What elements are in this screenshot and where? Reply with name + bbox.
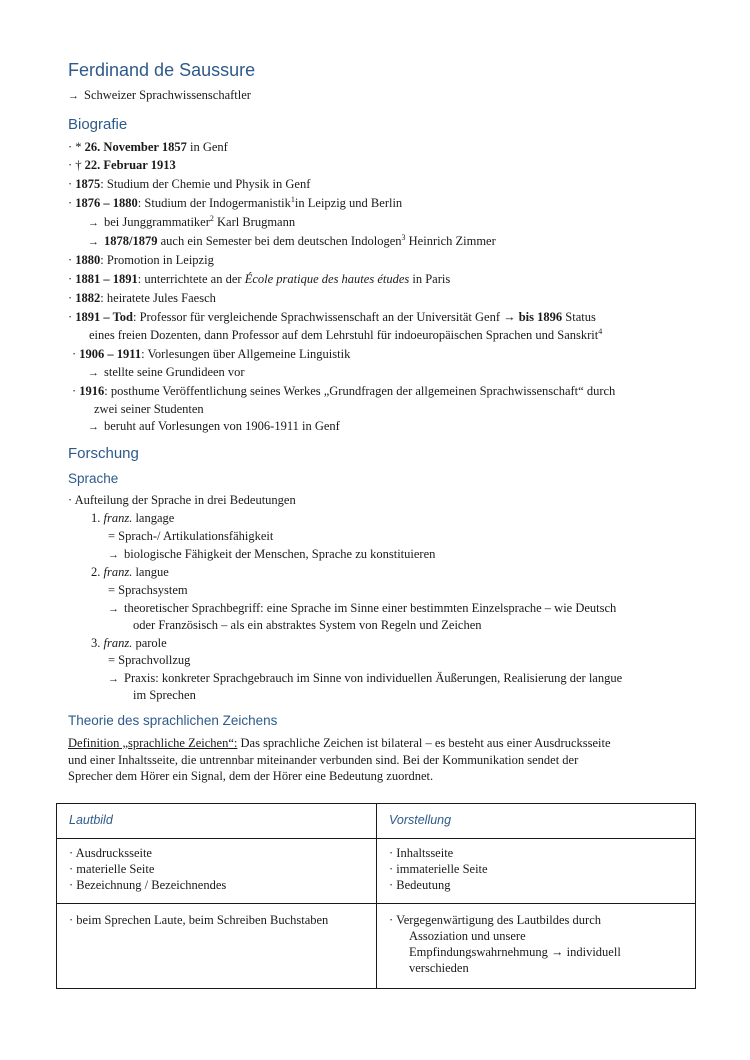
language-definition: = Sprachvollzug [108, 653, 191, 667]
section-heading-forschung: Forschung [68, 445, 139, 462]
arrow-icon: → [551, 945, 564, 959]
table-row [57, 839, 696, 904]
language-term: 2. franz. langue [91, 565, 169, 579]
language-explanation: → theoretischer Sprachbegriff: eine Sprache im Sinne einer bestimmten Einzelsprache – wie Deutsch [108, 601, 617, 615]
bio-line: · * 26. November 1857 in Genf [68, 140, 228, 154]
arrow-icon: → [108, 673, 119, 685]
definition-line: Definition „sprachliche Zeichen“: Das sprachliche Zeichen ist bilateral – es besteht aus einer Ausdrucksseite [68, 736, 611, 750]
bio-subline: → beruht auf Vorlesungen von 1906-1911 in Genf [88, 419, 340, 433]
bio-line: · 1876 – 1880: Studium der Indogermanistik$^1$in Leipzig und Berlin [68, 194, 403, 210]
bio-line: · 1916: posthume Veröffentlichung seines Werkes „Grundfragen der allgemeinen Sprachwissenschaft“ durch [72, 384, 616, 398]
arrow-icon: → [503, 310, 516, 324]
bio-line: · 1906 – 1911: Vorlesungen über Allgemeine Linguistik [72, 347, 351, 361]
bio-subline: → bei Junggrammatiker$^2$ Karl Brugmann [88, 213, 296, 229]
table-cell: · beim Sprechen Laute, beim Schreiben Buchstaben [57, 904, 377, 989]
page-title: Ferdinand de Saussure [68, 60, 256, 80]
bio-line: · † 22. Februar 1913 [68, 158, 176, 172]
language-definition: = Sprachsystem [108, 583, 188, 597]
language-term: 1. franz. langage [91, 511, 175, 525]
language-explanation-continued: im Sprechen [133, 688, 196, 702]
definition-line: und einer Inhaltsseite, die untrennbar miteinander verbunden sind. Bei der Kommunikation sendet der [68, 753, 579, 767]
section-heading-biografie: Biografie [68, 116, 128, 133]
language-intro: · Aufteilung der Sprache in drei Bedeutungen [68, 493, 296, 507]
language-explanation: → Praxis: konkreter Sprachgebrauch im Sinne von individuellen Äußerungen, Realisierung der langue [108, 671, 623, 685]
language-term: 3. franz. parole [91, 636, 167, 650]
bio-line-continued: zwei seiner Studenten [94, 402, 204, 416]
definition-line: Sprecher dem Hörer ein Signal, dem der Hörer eine Bedeutung zuordnet. [68, 769, 434, 783]
table-cell: · Vergegenwärtigung des Lautbildes durch Assoziation und unsere Empfindungswahrnehmung → individuell verschieden [377, 904, 696, 989]
subsection-heading-theorie: Theorie des sprachlichen Zeichens [68, 713, 278, 728]
sign-table [56, 803, 696, 989]
bio-line: · 1875: Studium der Chemie und Physik in Genf [68, 177, 311, 191]
arrow-icon: → [88, 421, 99, 433]
bio-line: · 1882: heiratete Jules Faesch [68, 291, 216, 305]
subtitle: → Schweizer Sprachwissenschaftler [68, 88, 251, 102]
table-header-row [57, 804, 696, 839]
language-explanation: → biologische Fähigkeit der Menschen, Sprache zu konstituieren [108, 547, 436, 561]
arrow-icon: → [68, 90, 79, 102]
language-definition: = Sprach-/ Artikulationsfähigkeit [108, 529, 274, 543]
language-explanation-continued: oder Französisch – als ein abstraktes System von Regeln und Zeichen [133, 618, 482, 632]
table-row [57, 904, 696, 989]
bio-line: · 1891 – Tod: Professor für vergleichende Sprachwissenschaft an der Universität Genf → bis 1896 Status [68, 310, 596, 324]
arrow-icon: → [108, 549, 119, 561]
bio-line: · 1880: Promotion in Leipzig [68, 253, 214, 267]
table-cell: · Inhaltsseite · immaterielle Seite · Bedeutung [377, 839, 696, 904]
table-header-cell: Lautbild [57, 804, 377, 839]
subsection-heading-sprache: Sprache [68, 471, 119, 486]
arrow-icon: → [88, 217, 99, 229]
bio-subline: → 1878/1879 auch ein Semester bei dem deutschen Indologen$^3$ Heinrich Zimmer [88, 232, 496, 248]
table-header-cell: Vorstellung [377, 804, 696, 839]
arrow-icon: → [88, 236, 99, 248]
arrow-icon: → [108, 603, 119, 615]
bio-line-continued: eines freien Dozenten, dann Professor auf dem Lehrstuhl für indoeuropäischen Sprachen und Sanskrit$^4$ [89, 326, 603, 342]
definition-label: Definition „sprachliche Zeichen“: [68, 736, 238, 750]
bio-line: · 1881 – 1891: unterrichtete an der École pratique des hautes études in Paris [68, 272, 451, 286]
arrow-icon: → [88, 367, 99, 379]
bio-subline: → stellte seine Grundideen vor [88, 365, 245, 379]
table-cell: · Ausdrucksseite · materielle Seite · Bezeichnung / Bezeichnendes [57, 839, 377, 904]
